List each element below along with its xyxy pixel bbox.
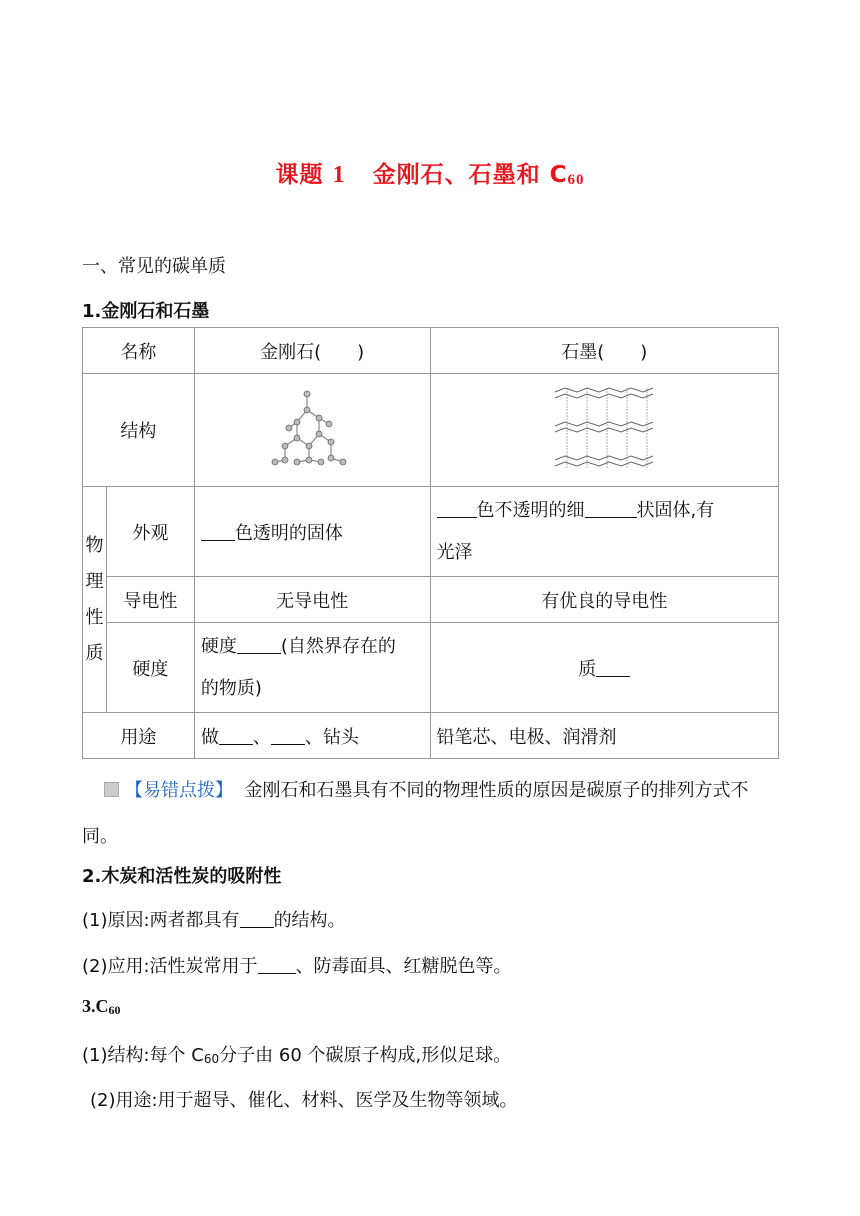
paragraph-text: (1)结构:每个 C xyxy=(82,1045,204,1066)
fill-blank[interactable] xyxy=(237,637,281,654)
subsection-heading-3 xyxy=(82,996,121,1018)
heading-subscript: 60 xyxy=(108,1003,121,1017)
diamond-conductivity: 无导电性 xyxy=(194,577,430,623)
graphite-structure-image xyxy=(430,374,779,487)
graphite-appearance-text: 光泽 xyxy=(436,541,473,563)
graphite-name: 石墨( ) xyxy=(430,328,779,374)
paragraph-text: 、防毒面具、红糖脱色等。 xyxy=(295,956,512,977)
diamond-name: 金刚石( ) xyxy=(194,328,430,374)
diamond-appearance xyxy=(194,487,430,577)
section-heading: 一、常见的碳单质 xyxy=(82,256,226,277)
comparison-table xyxy=(82,327,779,759)
diamond-use xyxy=(194,713,430,759)
physical-label-char: 质 xyxy=(85,642,104,664)
graphite-structure-icon xyxy=(549,382,659,474)
name-label: 名称 xyxy=(83,328,195,374)
fill-blank[interactable] xyxy=(201,524,235,541)
fill-blank[interactable] xyxy=(258,957,296,974)
title-text: 金刚石、石墨和 C xyxy=(372,162,568,188)
physical-label-char: 物 xyxy=(85,534,104,556)
graphite-use: 铅笔芯、电极、润滑剂 xyxy=(430,713,779,759)
table-row xyxy=(83,374,779,487)
page-title xyxy=(0,156,860,189)
table-row xyxy=(83,713,779,759)
tip-text: 金刚石和石墨具有不同的物理性质的原因是碳原子的排列方式不同。 xyxy=(82,780,749,847)
paragraph-text: (2)应用:活性炭常用于 xyxy=(82,956,258,977)
title-number: 1 xyxy=(332,162,346,188)
subsection-heading-2: 2.木炭和活性炭的吸附性 xyxy=(82,866,282,887)
subscript: 60 xyxy=(203,1052,220,1066)
diamond-use-text: 做 xyxy=(200,726,219,748)
appearance-label: 外观 xyxy=(106,487,194,577)
paragraph-reason xyxy=(82,906,346,932)
table-row xyxy=(83,328,779,374)
title-subscript: 60 xyxy=(567,172,585,188)
tip-icon xyxy=(104,782,119,797)
diamond-use-text: 、 xyxy=(252,726,271,748)
graphite-appearance-text: 色不透明的细 xyxy=(476,499,585,521)
diamond-structure-icon xyxy=(267,388,357,468)
hardness-label: 硬度 xyxy=(106,623,194,713)
diamond-use-text: 、钻头 xyxy=(304,726,359,748)
graphite-hardness-text: 质 xyxy=(578,658,597,680)
physical-property-label xyxy=(83,487,107,713)
graphite-appearance-text: 状固体,有 xyxy=(636,499,715,521)
conductivity-label: 导电性 xyxy=(106,577,194,623)
fill-blank[interactable] xyxy=(437,501,477,518)
structure-label: 结构 xyxy=(83,374,195,487)
tip-badge: 【易错点拨】 xyxy=(125,780,233,801)
graphite-hardness xyxy=(430,623,779,713)
diamond-hardness-text: 的物质) xyxy=(200,677,262,699)
fill-blank[interactable] xyxy=(585,501,637,518)
fill-blank[interactable] xyxy=(219,728,253,745)
paragraph-c60-use: (2)用途:用于超导、催化、材料、医学及生物等领域。 xyxy=(90,1090,518,1111)
graphite-conductivity: 有优良的导电性 xyxy=(430,577,779,623)
paragraph-c60-structure xyxy=(82,1041,511,1067)
physical-label-char: 性 xyxy=(85,606,104,628)
fill-blank[interactable] xyxy=(271,728,305,745)
paragraph-text: 分子由 60 个碳原子构成,形似足球。 xyxy=(219,1045,512,1066)
diamond-hardness-text: 硬度 xyxy=(200,635,237,657)
paragraph-text: 的结构。 xyxy=(273,910,346,931)
diamond-structure-image xyxy=(194,374,430,487)
table-row xyxy=(83,577,779,623)
fill-blank[interactable] xyxy=(596,660,630,677)
diamond-hardness xyxy=(194,623,430,713)
subsection-heading-1: 1.金刚石和石墨 xyxy=(82,301,210,322)
diamond-hardness-text: (自然界存在的 xyxy=(280,635,396,657)
fill-blank[interactable] xyxy=(240,911,274,928)
table-row xyxy=(83,487,779,577)
use-label: 用途 xyxy=(83,713,195,759)
tip-box xyxy=(82,768,782,860)
graphite-appearance xyxy=(430,487,779,577)
physical-label-char: 理 xyxy=(85,570,104,592)
diamond-appearance-text: 色透明的固体 xyxy=(234,522,343,544)
paragraph-application xyxy=(82,952,512,978)
title-prefix: 课题 xyxy=(275,162,324,188)
paragraph-text: (1)原因:两者都具有 xyxy=(82,910,240,931)
table-row xyxy=(83,623,779,713)
heading-text: 3.C xyxy=(82,996,109,1016)
